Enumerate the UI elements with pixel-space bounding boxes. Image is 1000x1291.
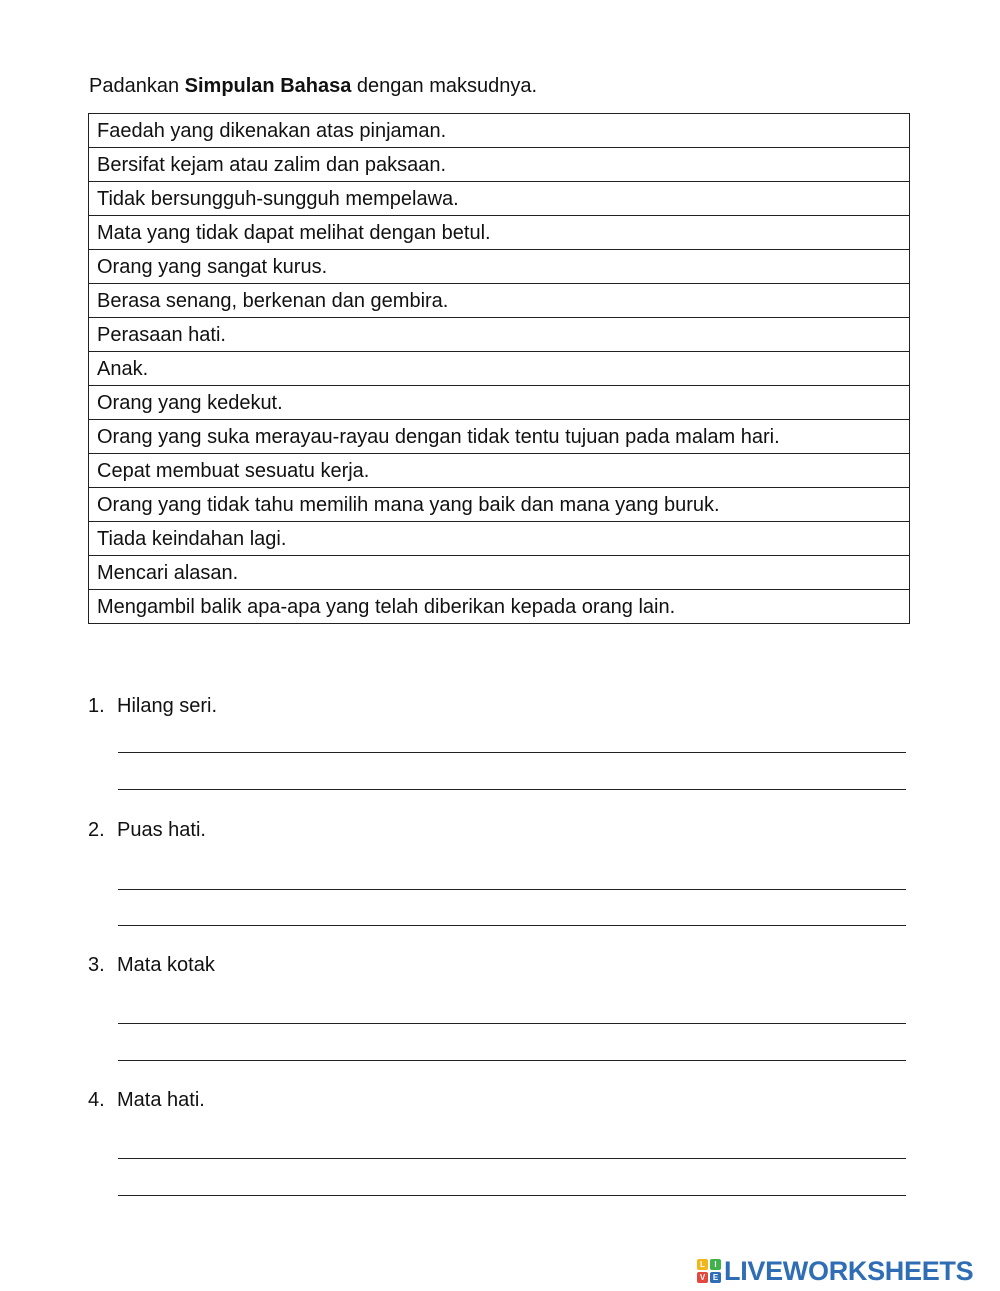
table-row (89, 182, 910, 216)
meaning-cell[interactable]: Tiada keindahan lagi. (89, 522, 910, 556)
logo-tile: L (697, 1259, 708, 1270)
table-row (89, 318, 910, 352)
question-label (88, 818, 910, 842)
instruction-suffix: dengan maksudnya. (351, 75, 538, 97)
instruction-text (89, 74, 537, 98)
table-row (89, 420, 910, 454)
logo-tile: V (697, 1272, 708, 1283)
table-row (89, 352, 910, 386)
question-number: 4. (88, 1089, 105, 1111)
meaning-cell[interactable]: Mata yang tidak dapat melihat dengan betul. (89, 216, 910, 250)
question-number: 3. (88, 954, 105, 976)
question-2 (88, 818, 910, 842)
question-label (88, 953, 910, 977)
question-text: Mata kotak (117, 954, 215, 976)
meaning-cell[interactable]: Orang yang suka merayau-rayau dengan tidak tentu tujuan pada malam hari. (89, 420, 910, 454)
meaning-cell[interactable]: Perasaan hati. (89, 318, 910, 352)
table-row (89, 556, 910, 590)
meaning-cell[interactable]: Mencari alasan. (89, 556, 910, 590)
table-row (89, 250, 910, 284)
answer-line[interactable] (118, 889, 906, 890)
question-label (88, 694, 910, 718)
instruction-bold-term: Simpulan Bahasa (184, 75, 352, 97)
logo-tile: I (710, 1259, 721, 1270)
question-text: Puas hati. (117, 819, 206, 841)
question-4 (88, 1088, 910, 1112)
meaning-cell[interactable]: Anak. (89, 352, 910, 386)
meaning-cell[interactable]: Orang yang kedekut. (89, 386, 910, 420)
meaning-cell[interactable]: Cepat membuat sesuatu kerja. (89, 454, 910, 488)
meaning-cell[interactable]: Berasa senang, berkenan dan gembira. (89, 284, 910, 318)
question-text: Hilang seri. (117, 695, 218, 717)
logo-text: LIVEWORKSHEETS (724, 1255, 974, 1286)
table-row (89, 590, 910, 624)
table-row (89, 488, 910, 522)
meaning-cell[interactable]: Orang yang sangat kurus. (89, 250, 910, 284)
answer-line[interactable] (118, 1060, 906, 1061)
table-row (89, 522, 910, 556)
table-row (89, 284, 910, 318)
question-number: 2. (88, 819, 105, 841)
answer-line[interactable] (118, 1023, 906, 1024)
table-row (89, 216, 910, 250)
meaning-cell[interactable]: Bersifat kejam atau zalim dan paksaan. (89, 148, 910, 182)
table-row (89, 114, 910, 148)
liveworksheets-logo (697, 1256, 973, 1286)
table-row (89, 148, 910, 182)
logo-tile: E (710, 1272, 721, 1283)
question-number: 1. (88, 695, 105, 717)
logo-tiles-icon (697, 1259, 721, 1283)
table-row (89, 454, 910, 488)
question-1 (88, 694, 910, 718)
meaning-cell[interactable]: Orang yang tidak tahu memilih mana yang baik dan mana yang buruk. (89, 488, 910, 522)
answer-line[interactable] (118, 925, 906, 926)
question-label (88, 1088, 910, 1112)
instruction-prefix: Padankan (89, 75, 185, 97)
answer-line[interactable] (118, 1158, 906, 1159)
meanings-table (88, 113, 910, 624)
answer-line[interactable] (118, 789, 906, 790)
answer-line[interactable] (118, 1195, 906, 1196)
answer-line[interactable] (118, 752, 906, 753)
question-3 (88, 953, 910, 977)
question-text: Mata hati. (117, 1089, 205, 1111)
meaning-cell[interactable]: Tidak bersungguh-sungguh mempelawa. (89, 182, 910, 216)
table-row (89, 386, 910, 420)
meaning-cell[interactable]: Mengambil balik apa-apa yang telah diberikan kepada orang lain. (89, 590, 910, 624)
meaning-cell[interactable]: Faedah yang dikenakan atas pinjaman. (89, 114, 910, 148)
